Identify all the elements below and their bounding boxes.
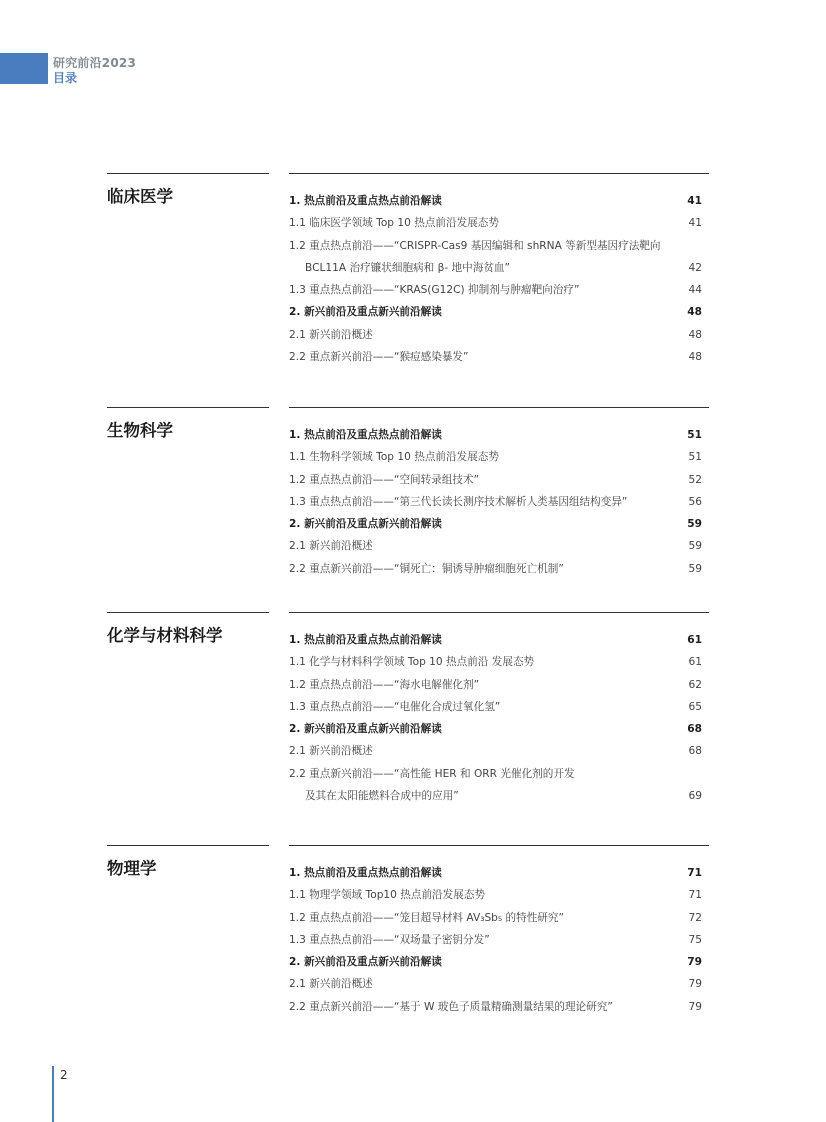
toc-entry-text: BCL11A 治疗镰状细胞病和 β- 地中海贫血” [305,261,510,274]
toc-entry-page: 68 [688,745,702,758]
toc-entry-text: 1.3 重点热点前沿——“双场量子密钥分发” [289,933,490,946]
toc-entry-text: 1. 热点前沿及重点热点前沿解读 [289,195,442,207]
toc-entry-page: 79 [687,956,702,969]
toc-entry-text: 1. 热点前沿及重点热点前沿解读 [289,634,442,646]
toc-entry[interactable] [289,929,702,951]
toc-entry-page: 71 [687,867,702,879]
toc-entry-page: 42 [688,261,702,274]
toc-entry-text: 2.1 新兴前沿概述 [289,540,373,553]
toc-entry-page: 71 [688,889,702,902]
toc-entry[interactable] [289,190,702,212]
toc-entry[interactable] [289,996,702,1018]
toc-entry[interactable] [289,674,702,696]
toc-entry-list [289,629,702,807]
toc-entry[interactable] [289,907,702,929]
toc-entry-text: 1.1 物理学领域 Top10 热点前沿发展态势 [289,889,486,902]
toc-entry[interactable] [289,973,702,995]
page-number: 2 [60,1068,68,1082]
toc-entry-text: 1.2 重点热点前沿——“CRISPR-Cas9 基因编辑和 shRNA 等新型基因疗法靶向 [289,239,661,252]
toc-entry-text: 1.3 重点热点前沿——“KRAS(G12C) 抑制剂与肿瘤靶向治疗” [289,284,580,297]
toc-entry-text: 1.2 重点热点前沿——“海水电解催化剂” [289,678,480,691]
toc-entry[interactable] [289,651,702,673]
toc-entry-text: 2.1 新兴前沿概述 [289,745,373,758]
toc-entry[interactable] [289,718,702,740]
toc-entry-text: 1.2 重点热点前沿——“笼目超导材料 AV₃Sb₅ 的特性研究” [289,911,564,924]
toc-entry-text: 及其在太阳能燃料合成中的应用” [305,790,459,803]
toc-entry-list [289,862,702,1018]
toc-entry-text: 2. 新兴前沿及重点新兴前沿解读 [289,723,442,736]
toc-entry-text: 1.3 重点热点前沿——“第三代长读长测序技术解析人类基因组结构变异” [289,495,628,508]
toc-entry[interactable] [289,696,702,718]
toc-entry-text: 2. 新兴前沿及重点新兴前沿解读 [289,306,442,319]
toc-entry-page: 59 [688,562,702,575]
toc-entry[interactable] [289,558,702,580]
report-title: 研究前沿2023 [53,56,136,70]
section-rule [289,173,709,174]
toc-entry-page: 44 [688,284,702,297]
toc-entry-page: 48 [688,351,702,364]
toc-entry-page: 51 [687,429,702,441]
toc-entry[interactable] [289,763,702,785]
toc-entry[interactable] [289,424,702,446]
toc-entry-list [289,190,702,368]
toc-entry-list [289,424,702,580]
toc-entry-text: 1.1 生物科学领域 Top 10 热点前沿发展态势 [289,451,499,464]
toc-entry-text: 2. 新兴前沿及重点新兴前沿解读 [289,956,442,969]
section-rule [289,845,709,846]
toc-entry[interactable] [289,740,702,762]
toc-entry[interactable] [289,491,702,513]
toc-entry-page: 51 [688,451,702,464]
section-rule [107,407,269,408]
toc-entry[interactable] [289,785,702,807]
toc-entry[interactable] [289,346,702,368]
toc-entry[interactable] [289,257,702,279]
section-title: 临床医学 [107,187,173,206]
toc-entry[interactable] [289,446,702,468]
toc-entry[interactable] [289,862,702,884]
toc-entry-page: 65 [688,700,702,713]
toc-entry[interactable] [289,469,702,491]
section-title: 物理学 [107,859,157,878]
toc-entry-text: 1.2 重点热点前沿——“空间转录组技术” [289,473,480,486]
toc-entry-page: 59 [688,540,702,553]
toc-entry-page: 48 [688,328,702,341]
toc-entry-text: 2. 新兴前沿及重点新兴前沿解读 [289,518,442,531]
toc-entry-page: 79 [688,1000,702,1013]
toc-entry-text: 2.1 新兴前沿概述 [289,978,373,991]
toc-entry[interactable] [289,301,702,323]
toc-entry-page: 52 [688,473,702,486]
section-title: 化学与材料科学 [107,626,223,645]
toc-entry-page: 41 [687,195,702,207]
toc-entry-text: 1. 热点前沿及重点热点前沿解读 [289,867,442,879]
toc-entry[interactable] [289,235,702,257]
toc-entry-page: 56 [688,495,702,508]
toc-entry-page: 72 [688,911,702,924]
section-rule [107,845,269,846]
section-title: 生物科学 [107,421,173,440]
section-rule [289,407,709,408]
toc-entry[interactable] [289,884,702,906]
toc-entry-text: 1.1 临床医学领域 Top 10 热点前沿发展态势 [289,217,499,230]
toc-entry[interactable] [289,629,702,651]
toc-entry-text: 1. 热点前沿及重点热点前沿解读 [289,429,442,441]
toc-entry[interactable] [289,324,702,346]
toc-entry[interactable] [289,279,702,301]
toc-entry-text: 2.2 重点新兴前沿——“铜死亡：铜诱导肿瘤细胞死亡机制” [289,562,564,575]
toc-entry-page: 79 [688,978,702,991]
toc-entry-page: 62 [688,678,702,691]
toc-entry-page: 41 [688,217,702,230]
toc-entry[interactable] [289,513,702,535]
section-rule [107,173,269,174]
toc-entry-text: 2.2 重点新兴前沿——“猴痘感染暴发” [289,351,469,364]
toc-entry-page: 68 [687,723,702,736]
page-bar [52,1066,54,1122]
toc-entry[interactable] [289,535,702,557]
toc-entry-page: 61 [687,634,702,646]
toc-entry-text: 2.1 新兴前沿概述 [289,328,373,341]
toc-entry-text: 1.3 重点热点前沿——“电催化合成过氧化氢” [289,700,501,713]
toc-entry-page: 59 [687,518,702,531]
toc-entry-text: 2.2 重点新兴前沿——“高性能 HER 和 ORR 光催化剂的开发 [289,767,575,780]
toc-heading: 目录 [53,71,78,85]
toc-entry-page: 61 [688,656,702,669]
toc-entry-page: 48 [687,306,702,319]
section-rule [107,612,269,613]
toc-entry[interactable] [289,212,702,234]
toc-entry-text: 1.1 化学与材料科学领域 Top 10 热点前沿 发展态势 [289,656,535,669]
toc-entry-page: 69 [688,790,702,803]
section-rule [289,612,709,613]
toc-entry-text: 2.2 重点新兴前沿——“基于 W 玻色子质量精确测量结果的理论研究” [289,1000,613,1013]
toc-entry[interactable] [289,951,702,973]
header-color-block [0,53,48,84]
toc-entry-page: 75 [688,933,702,946]
